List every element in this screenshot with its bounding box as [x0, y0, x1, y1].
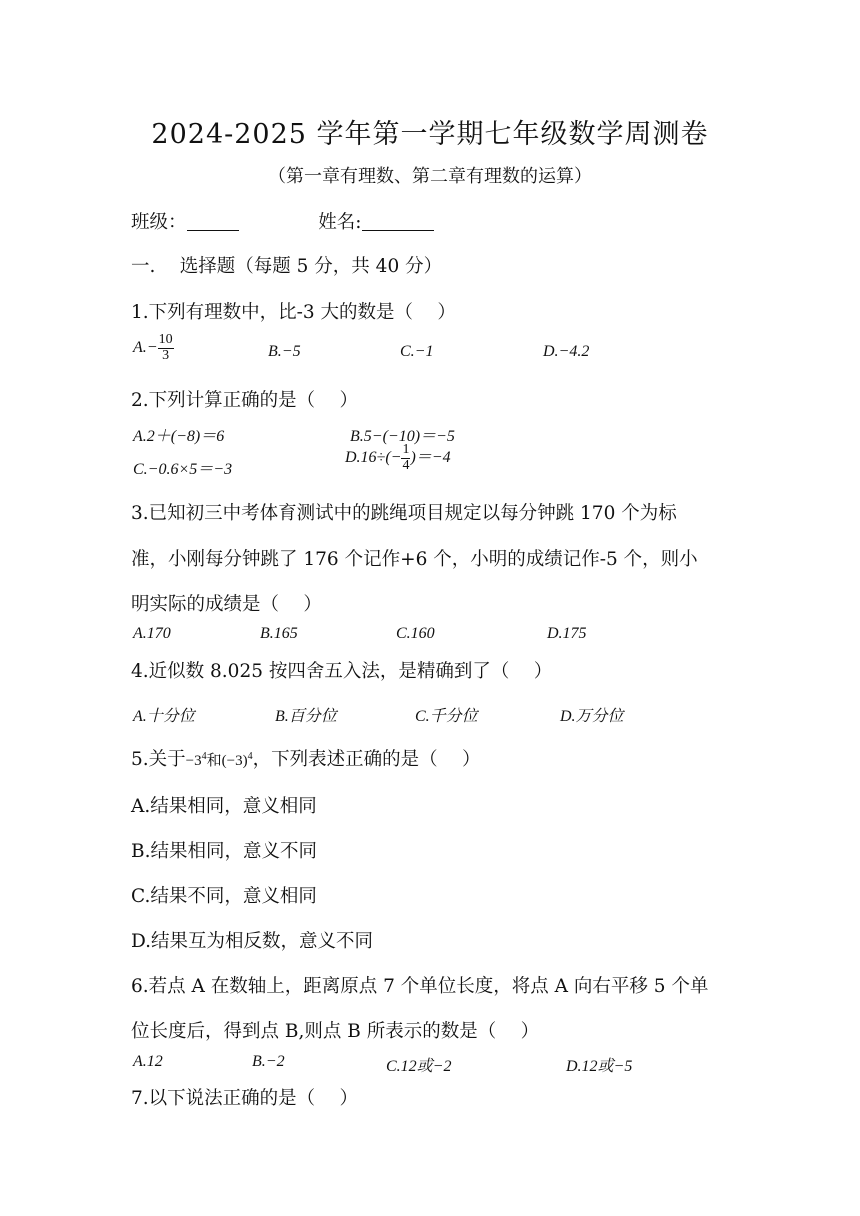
question-2-option-c[interactable]: C.−0.6×5＝−3 — [133, 461, 233, 478]
question-6-option-b[interactable]: B.−2 — [252, 1053, 285, 1070]
question-2-option-a[interactable]: A.2＋(−8)＝6 — [133, 428, 225, 445]
question-7-stem: 7.以下说法正确的是（ ） — [131, 1088, 359, 1109]
question-2-option-b[interactable]: B.5−(−10)＝−5 — [350, 428, 455, 445]
question-4-stem: 4.近似数 8.025 按四舍五入法，是精确到了（ ） — [131, 661, 553, 682]
question-3-option-a[interactable]: A.170 — [133, 625, 171, 642]
question-5-choice-c[interactable]: C.结果不同，意义相同 — [131, 886, 317, 907]
question-6-option-a[interactable]: A.12 — [133, 1053, 163, 1070]
math-expression: $-3^4$和$(-3)^4$ — [185, 751, 253, 769]
fraction: $\frac{10}{3}$ — [158, 332, 173, 363]
question-5-choice-b[interactable]: B.结果相同，意义不同 — [131, 841, 317, 862]
question-1-option-c[interactable]: C.−1 — [400, 343, 434, 360]
question-6-option-c[interactable]: C.12或−2 — [386, 1058, 452, 1075]
question-4-option-d[interactable]: D.万分位 — [560, 708, 624, 725]
question-3-option-c[interactable]: C.160 — [396, 625, 435, 642]
student-info — [131, 208, 434, 234]
page-title: 2024-2025 学年第一学期七年级数学周测卷 — [151, 119, 709, 150]
question-3-option-d[interactable]: D.175 — [547, 625, 587, 642]
name-label: 姓名: — [318, 212, 362, 233]
question-6-stem-line-2: 位长度后，得到点 B,则点 B 所表示的数是（ ） — [131, 1021, 540, 1042]
question-4-option-b[interactable]: B.百分位 — [275, 708, 337, 725]
question-3-stem-line-1: 3.已知初三中考体育测试中的跳绳项目规定以每分钟跳 170 个为标 — [131, 503, 677, 524]
question-5-stem: 5.关于$-3^4$和$(-3)^4$，下列表述正确的是（ ） — [131, 749, 481, 770]
name-blank[interactable] — [362, 212, 434, 231]
question-4-option-a[interactable]: A.十分位 — [133, 708, 195, 725]
question-1-option-d[interactable]: D.−4.2 — [543, 343, 590, 360]
page-subtitle: （第一章有理数、第二章有理数的运算） — [268, 166, 592, 187]
question-6-stem-line-1: 6.若点 A 在数轴上，距离原点 7 个单位长度，将点 A 向右平移 5 个单 — [131, 976, 709, 997]
question-4-option-c[interactable]: C.千分位 — [415, 708, 478, 725]
question-1-option-b[interactable]: B.−5 — [268, 343, 301, 360]
section-title: 一. 选择题（每题 5 分，共 40 分） — [131, 256, 443, 277]
question-3-option-b[interactable]: B.165 — [260, 625, 298, 642]
fraction: $\frac{1}{4}$ — [402, 442, 410, 473]
question-1-stem: 1.下列有理数中，比-3 大的数是（ ） — [131, 302, 456, 323]
question-3-stem-line-2: 准，小刚每分钟跳了 176 个记作+6 个，小明的成绩记作-5 个，则小 — [131, 549, 698, 570]
question-3-stem-line-3: 明实际的成绩是（ ） — [131, 594, 322, 615]
question-1-option-a[interactable]: A.− $\frac{10}{3}$ — [133, 332, 173, 363]
question-2-stem: 2.下列计算正确的是（ ） — [131, 390, 359, 411]
question-6-option-d[interactable]: D.12或−5 — [566, 1058, 633, 1075]
question-5-choice-a[interactable]: A.结果相同，意义相同 — [131, 796, 317, 817]
question-5-choice-d[interactable]: D.结果互为相反数，意义不同 — [131, 931, 374, 952]
question-2-option-d[interactable]: D.16÷(− $\frac{1}{4}$ )＝−4 — [345, 442, 451, 473]
class-label: 班级： — [131, 212, 187, 233]
class-blank[interactable] — [187, 212, 239, 231]
